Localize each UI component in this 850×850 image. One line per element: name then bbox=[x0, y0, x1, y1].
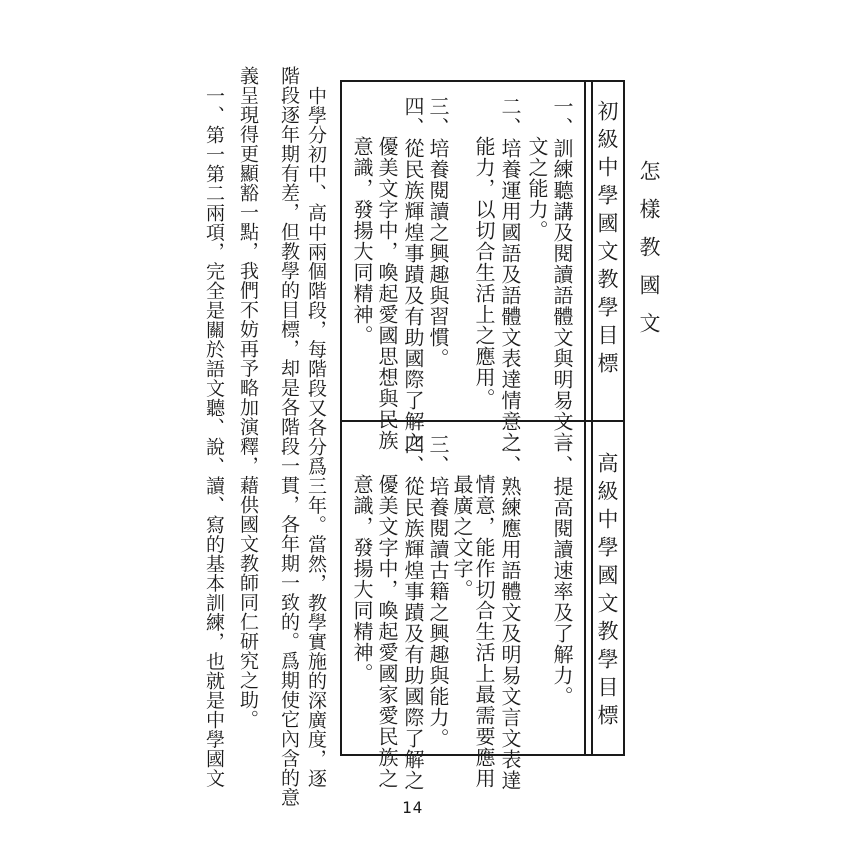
senior-item-2-end: 最廣之文字。 bbox=[450, 474, 474, 600]
body-line-1: 中學分初中、高中兩個階段，每階段又各分爲三年。當然，教學實施的深廣度，逐 bbox=[305, 86, 327, 788]
junior-item-2: 二、培養運用國語及語體文表達情意之 bbox=[498, 96, 522, 453]
junior-objectives-title: 初級中學國文教學目標 bbox=[595, 100, 619, 380]
junior-item-4-end: 意識，發揚大同精神。 bbox=[350, 136, 374, 346]
body-line-3: 義呈現得更顯豁一點，我們不妨再予略加演釋，藉供國文教師同仁研究之助。 bbox=[237, 66, 259, 729]
running-title: 怎樣教國文 bbox=[637, 160, 661, 350]
title-rule-outer bbox=[591, 82, 593, 754]
junior-item-1: 一、訓練聽講及閱讀語體文與明易文言 bbox=[550, 96, 574, 453]
senior-item-4-cont: 優美文字中，喚起愛國家愛民族之 bbox=[375, 474, 399, 789]
title-rule-inner bbox=[584, 82, 586, 754]
senior-item-1: 一、提高閱讀速率及了解力。 bbox=[550, 434, 574, 707]
senior-item-4: 四、從民族輝煌事蹟及有助國際了解之 bbox=[401, 434, 425, 791]
body-line-2: 階段逐年期有差，但教學的目標，却是各階段一貫，各年期一致的。爲期使它內含的意 bbox=[278, 66, 300, 807]
junior-item-1-cont: 文之能力。 bbox=[525, 136, 549, 241]
senior-item-2: 二、熟練應用語體文及明易文言文表達 bbox=[498, 434, 522, 791]
junior-item-2-cont: 能力，以切合生活上之應用。 bbox=[472, 136, 496, 409]
junior-item-4-cont: 優美文字中，喚起愛國思想與民族 bbox=[375, 136, 399, 451]
senior-item-2-cont: 情意，能作切合生活上最需要應用 bbox=[472, 474, 496, 789]
page-number: 14 bbox=[402, 798, 424, 817]
senior-item-3: 三、培養閱讀古籍之興趣與能力。 bbox=[426, 434, 450, 749]
junior-item-3: 三、培養閱讀之興趣與習慣。 bbox=[426, 96, 450, 369]
junior-item-4: 四、從民族輝煌事蹟及有助國際了解之 bbox=[401, 96, 425, 453]
senior-objectives-title: 高級中學國文教學目標 bbox=[595, 452, 619, 732]
body-line-4: 一、第一第二兩項，完全是關於語文聽、說、讀、寫的基本訓練，也就是中學國文 bbox=[203, 86, 225, 788]
senior-item-4-end: 意識，發揚大同精神。 bbox=[350, 474, 374, 684]
